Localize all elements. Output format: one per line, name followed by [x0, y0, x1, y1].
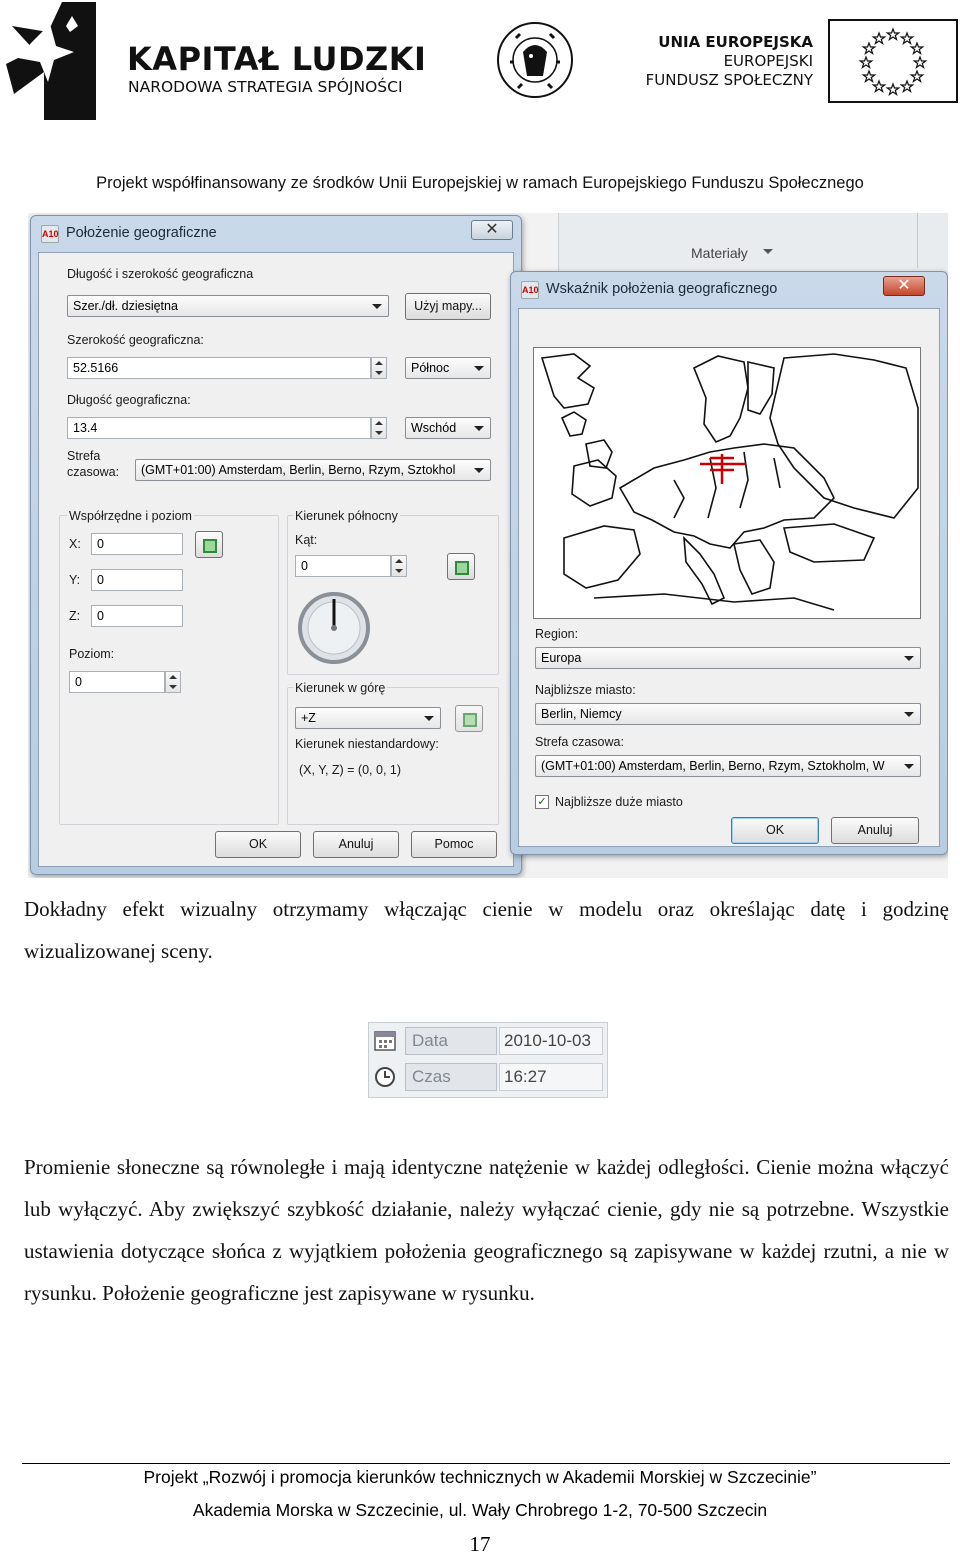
x-input[interactable]: 0: [91, 533, 183, 555]
nearest-city-dropdown[interactable]: [535, 703, 921, 725]
compass-icon[interactable]: [295, 589, 373, 667]
longitude-direction-value: Wschód: [411, 421, 457, 435]
up-direction-dropdown[interactable]: [295, 707, 441, 729]
autocad-app-icon: A10: [521, 281, 539, 299]
kapital-ludzki-logo: [4, 2, 124, 120]
level-spinner[interactable]: [165, 671, 181, 693]
kapital-ludzki-title: KAPITAŁ LUDZKI: [127, 40, 427, 78]
picker-timezone-dropdown[interactable]: [535, 755, 921, 777]
footer-divider: [22, 1463, 950, 1464]
project-cofinancing-line: Projekt współfinansowany ze środków Unii Europejskiej w ramach Europejskiego Funduszu Społecznego: [96, 174, 864, 192]
calendar-icon: [373, 1029, 397, 1053]
region-label: Region:: [535, 627, 579, 641]
footer-project-line: Projekt „Rozwój i promocja kierunków technicznych w Akademii Morskiej w Szczecinie”: [143, 1467, 817, 1487]
nearest-city-checkbox[interactable]: ✓: [535, 795, 549, 809]
angle-spinner[interactable]: [391, 555, 407, 577]
ok-button[interactable]: OK: [215, 831, 301, 858]
date-value[interactable]: 2010-10-03: [499, 1027, 603, 1055]
help-button[interactable]: Pomoc: [411, 831, 497, 858]
longitude-label: Długość geograficzna:: [67, 393, 191, 407]
coordinate-format-dropdown[interactable]: [67, 295, 389, 317]
close-icon[interactable]: ✕: [471, 220, 513, 240]
eu-flag-icon: [828, 19, 958, 103]
y-label: Y:: [69, 573, 81, 587]
level-input[interactable]: 0: [69, 671, 165, 693]
materials-panel-label[interactable]: Materiały: [691, 245, 748, 261]
footer-address-line: Akademia Morska w Szczecinie, ul. Wały Chrobrego 1-2, 70-500 Szczecin: [192, 1500, 768, 1520]
picker-timezone-value: (GMT+01:00) Amsterdam, Berlin, Berno, Rzym, Sztokholm, W: [541, 759, 885, 773]
ribbon-separator: [917, 213, 918, 268]
paragraph-shadows-intro: Dokładny efekt wizualny otrzymamy włączając cienie w modelu oraz określając datę i godzinę wizualizowanej sceny.: [24, 897, 949, 963]
ribbon-fragment: [558, 213, 948, 273]
date-time-panel: [368, 1022, 608, 1098]
latitude-direction-dropdown[interactable]: [405, 357, 491, 379]
location-picker-dialog: [510, 271, 948, 855]
ue-text: [633, 33, 813, 90]
latitude-spinner[interactable]: [371, 357, 387, 379]
europe-map-drawing[interactable]: [534, 348, 921, 619]
latitude-direction-value: Północ: [411, 361, 450, 375]
picker-title-bar[interactable]: [511, 272, 947, 308]
north-direction-group-label: Kierunek północny: [295, 509, 398, 523]
z-input[interactable]: 0: [91, 605, 183, 627]
picker-timezone-label: Strefa czasowa:: [535, 735, 624, 749]
up-direction-group-label: Kierunek w górę: [295, 681, 386, 695]
angle-label: Kąt:: [295, 533, 318, 547]
time-label[interactable]: Czas: [405, 1063, 497, 1091]
akademia-morska-seal: [496, 18, 574, 102]
level-label: Poziom:: [69, 647, 115, 661]
nearest-city-label: Najbliższe miasto:: [535, 683, 636, 697]
geographic-location-dialog: [30, 215, 522, 875]
coordinate-format-value: Szer./dł. dziesiętna: [73, 299, 178, 313]
dialog-title: Położenie geograficzne: [66, 225, 217, 241]
nearest-city-checkbox-label[interactable]: Najbliższe duże miasto: [555, 795, 683, 809]
cancel-button[interactable]: Anuluj: [313, 831, 399, 858]
longitude-spinner[interactable]: [371, 417, 387, 439]
picker-title: Wskaźnik położenia geograficznego: [546, 281, 778, 297]
coordinates-group: [59, 515, 279, 825]
picker-cancel-button[interactable]: Anuluj: [831, 817, 919, 844]
pick-point-button[interactable]: [195, 531, 223, 558]
ue-line1: UNIA EUROPEJSKA: [658, 33, 813, 51]
paragraph-sun-settings: Promienie słoneczne są równoległe i mają identyczne natężenie w każdej odległości. Cienie można włączyć lub wyłączyć. Aby zwiększyć szybkość działanie, należy wyłączać cienie, gdy nie są potrzebne. Wszystkie ustawienia dotyczące słońca z wyjątkiem położenia geograficznego są zapisywane w każdej rzutni, a nie w rysunku. Położenie geograficzne jest zapisywane w rysunku.: [24, 1155, 949, 1305]
ue-line2: EUROPEJSKI: [723, 52, 813, 70]
timezone-label-line1: Strefa: [67, 449, 101, 463]
pick-angle-button[interactable]: [447, 553, 475, 580]
picker-client-area: [518, 308, 940, 847]
latitude-input[interactable]: 52.5166: [67, 357, 371, 379]
clock-icon: [373, 1065, 397, 1089]
region-value: Europa: [541, 651, 582, 665]
z-label: Z:: [69, 609, 81, 623]
nearest-city-value: Berlin, Niemcy: [541, 707, 622, 721]
x-label: X:: [69, 537, 81, 551]
up-direction-value: +Z: [301, 711, 316, 725]
latlon-group-label: Długość i szerokość geograficzna: [67, 267, 254, 281]
angle-input[interactable]: 0: [295, 555, 391, 577]
custom-direction-label: Kierunek niestandardowy:: [295, 737, 439, 751]
close-icon[interactable]: ✕: [883, 276, 925, 296]
dialog-client-area: [38, 252, 514, 867]
kapital-ludzki-subtitle: NARODOWA STRATEGIA SPÓJNOŚCI: [128, 78, 403, 96]
dialog-title-bar[interactable]: [31, 216, 521, 252]
latitude-label: Szerokość geograficzna:: [67, 333, 204, 347]
ue-line3: FUNDUSZ SPOŁECZNY: [645, 71, 813, 89]
longitude-input[interactable]: 13.4: [67, 417, 371, 439]
autocad-app-icon: A10: [41, 225, 59, 243]
pick-up-direction-button[interactable]: [455, 705, 483, 732]
coordinates-group-label: Współrzędne i poziom: [69, 509, 192, 523]
custom-direction-value: (X, Y, Z) = (0, 0, 1): [299, 763, 402, 777]
region-dropdown[interactable]: [535, 647, 921, 669]
time-value[interactable]: 16:27: [499, 1063, 603, 1091]
autocad-screenshot: [28, 213, 948, 878]
use-map-button[interactable]: Użyj mapy...: [405, 293, 491, 320]
page-number: 17: [469, 1532, 491, 1556]
date-label[interactable]: Data: [405, 1027, 497, 1055]
timezone-label-line2: czasowa:: [67, 465, 120, 479]
timezone-value: (GMT+01:00) Amsterdam, Berlin, Berno, Rzym, Sztokhol: [141, 463, 456, 477]
materials-dropdown-icon[interactable]: [763, 249, 773, 254]
timezone-dropdown[interactable]: [135, 459, 491, 481]
picker-ok-button[interactable]: OK: [731, 817, 819, 844]
europe-map[interactable]: [533, 347, 921, 619]
y-input[interactable]: 0: [91, 569, 183, 591]
longitude-direction-dropdown[interactable]: [405, 417, 491, 439]
